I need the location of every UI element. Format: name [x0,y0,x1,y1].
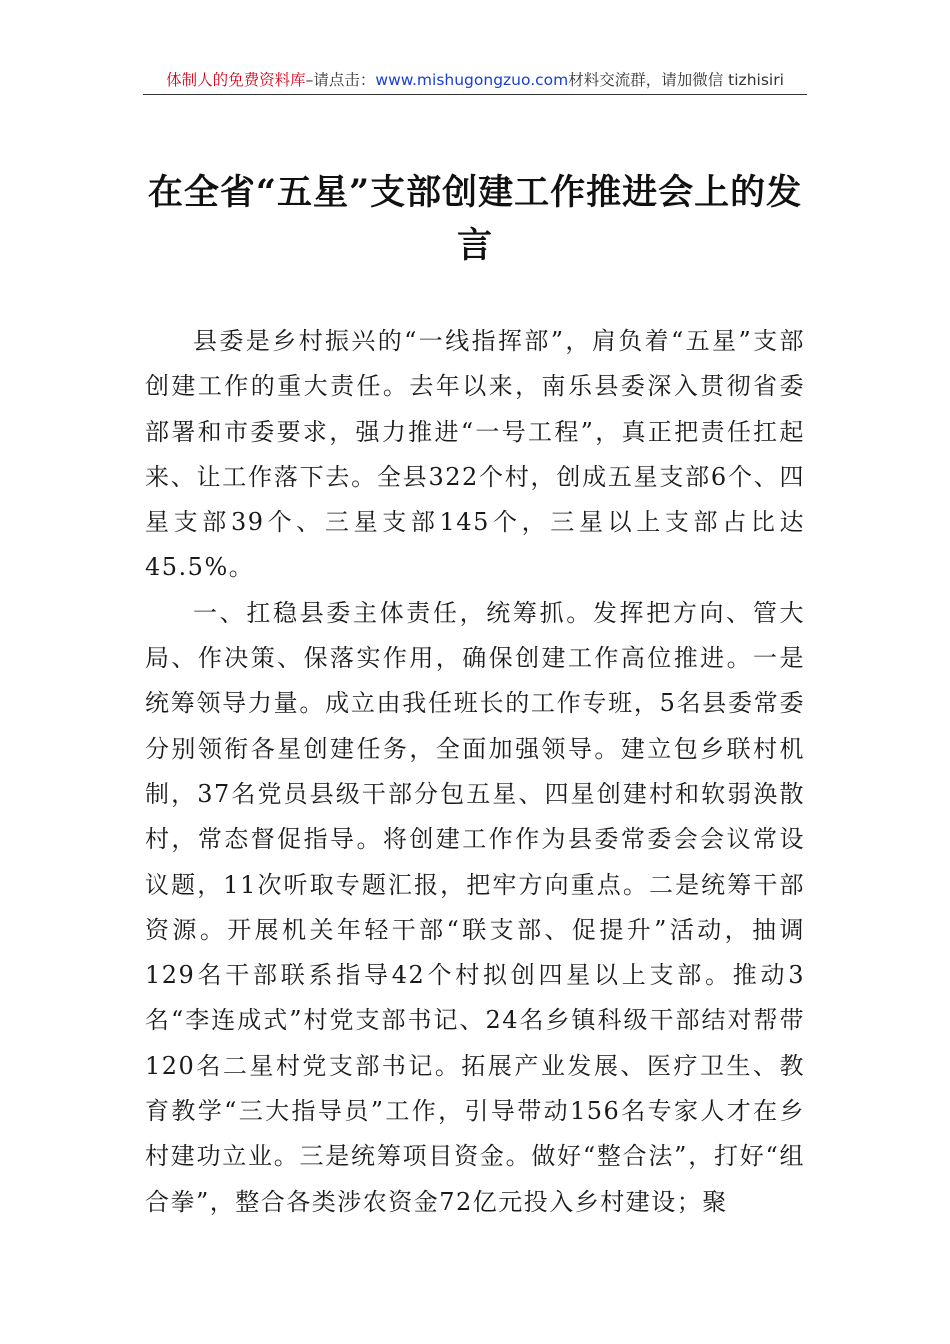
header-website-link[interactable]: www.mishugongzuo.com [375,71,569,89]
document-body [145,319,805,1225]
paragraph-intro: 县委是乡村振兴的“一线指挥部”，肩负着“五星”支部创建工作的重大责任。去年以来，南乐县委深入贯彻省委部署和市委要求，强力推进“一号工程”，真正把责任扛起来、让工作落下去。全县322个村，创成五星支部6个、四星支部39个、三星支部145个，三星以上支部占比达45.5%。 [145,327,805,582]
header-brand: 体制人的免费资料库 [166,71,306,89]
paragraph-section-one: 一、扛稳县委主体责任，统筹抓。发挥把方向、管大局、作决策、保落实作用，确保创建工作高位推进。一是统筹领导力量。成立由我任班长的工作专班，5名县委常委分别领衔各星创建任务，全面加强领导。建立包乡联村机制，37名党员县级干部分包五星、四星创建村和软弱涣散村，常态督促指导。将创建工作作为县委常委会会议常设议题，11次听取专题汇报，把牢方向重点。二是统筹干部资源。开展机关年轻干部“联支部、促提升”活动，抽调129名干部联系指导42个村拟创四星以上支部。推动3名“李连成式”村党支部书记、24名乡镇科级干部结对帮带120名二星村党支部书记。拓展产业发展、医疗卫生、教育教学“三大指导员”工作，引导带动156名专家人才在乡村建功立业。三是统筹项目资金。做好“整合法”，打好“组合拳”，整合各类涉农资金72亿元投入乡村建设；聚 [145,598,805,1216]
header-contact-note: 材料交流群，请加微信 tizhisiri [568,71,784,89]
document-title: 在全省“五星”支部创建工作推进会上的发言 [147,172,803,266]
page-header [143,66,807,95]
header-click-prompt: –请点击： [305,71,376,89]
